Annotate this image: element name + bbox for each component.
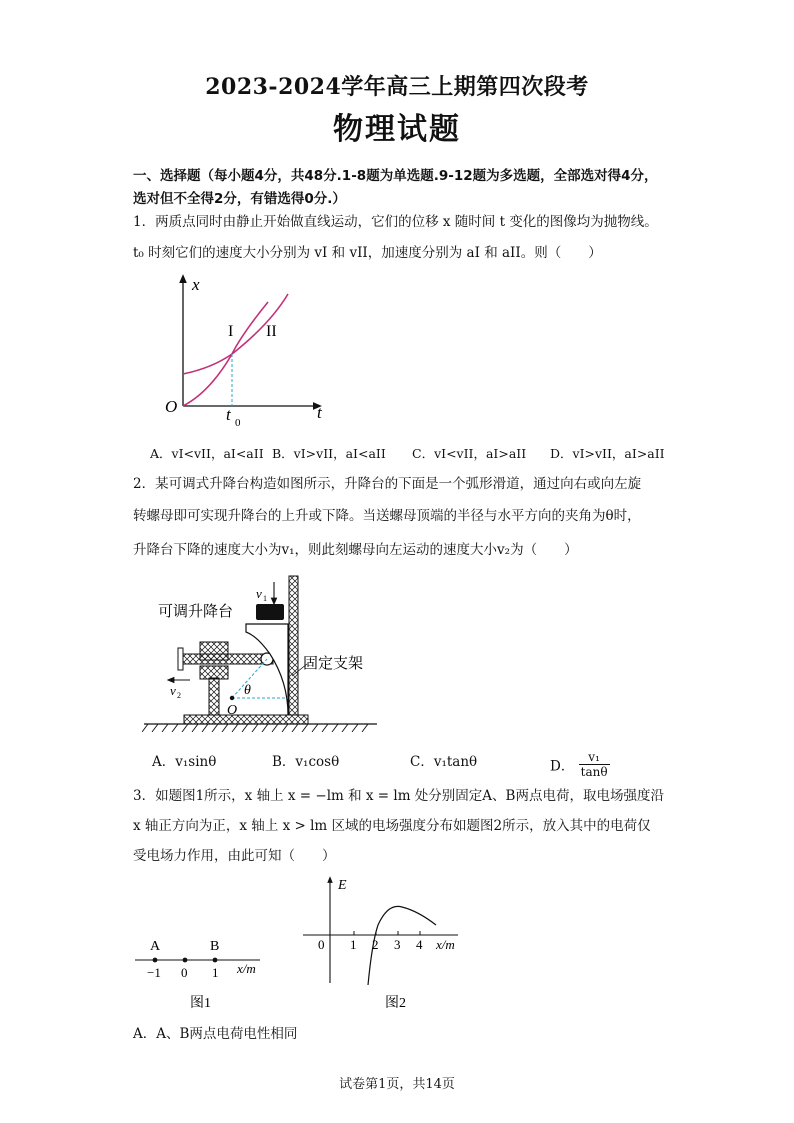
q2-option-d-denominator: tanθ xyxy=(580,765,608,779)
q1-option-a: A．vI<vII，aI<aII xyxy=(150,446,264,461)
q2-line-2: 转螺母即可实现升降台的上升或下降。当送螺母顶端的半径与水平方向的夹角为θ时， xyxy=(133,508,641,524)
q1-x-label: t xyxy=(317,403,322,422)
q3-fig1-axis-label: x/m xyxy=(237,961,256,976)
q1-option-b: B．vI>vII，aI<aII xyxy=(272,446,386,461)
q2-base-plate xyxy=(184,715,308,724)
q3-fig2-tick-1: 1 xyxy=(350,937,357,952)
q3-fig2-tick-3: 3 xyxy=(394,937,401,952)
q2-option-b: B．v₁cosθ xyxy=(272,754,340,770)
q2-v2-sub: 2 xyxy=(177,691,181,700)
q2-nut-post-cap xyxy=(200,666,228,679)
section-heading: 一、选择题（每小题4分，共48分.1-8题为单选题.9-12题为多选题，全部选对得4分，选对但不全得2分，有错选得0分.） xyxy=(133,168,658,207)
q3-figure-1 xyxy=(130,935,270,1015)
q2-frame-label: 固定支架 xyxy=(303,656,364,672)
q2-platform-block xyxy=(256,604,284,620)
q3-line-3: 受电场力作用，由此可知（ ） xyxy=(133,848,336,864)
q2-v2-label: v xyxy=(170,683,176,698)
exam-subtitle: 物理试题 xyxy=(333,112,461,147)
q3-fig2-tick-2: 2 xyxy=(372,937,379,952)
q1-option-c: C．vI<vII，aI>aII xyxy=(412,446,527,461)
q2-option-d xyxy=(550,750,610,779)
q3-fig2-tick-4: 4 xyxy=(416,937,423,952)
q1-curve-2 xyxy=(183,302,268,406)
page-footer: 试卷第1页，共14页 xyxy=(339,1077,455,1092)
q2-v1-label: v xyxy=(256,586,262,601)
q2-line-3: 升降台下降的速度大小为v₁，则此刻螺母向左运动的速度大小v₂为（ ） xyxy=(133,542,578,558)
q1-line-2: t₀ 时刻它们的速度大小分别为 vI 和 vII，加速度分别为 aI 和 aII。则（ ） xyxy=(133,245,602,261)
q2-ground-hatch xyxy=(142,724,368,732)
q3-line-2: x 轴正方向为正，x 轴上 x > lm 区域的电场强度分布如题图2所示，放入其中的电荷仅 xyxy=(133,818,651,834)
q3-fig2-tick-0: 0 xyxy=(318,937,325,952)
q2-line-1: 2．某可调式升降台构造如图所示，升降台的下面是一个弧形滑道，通过向右或向左旋 xyxy=(133,476,642,492)
q2-option-d-letter: D． xyxy=(550,758,575,775)
q2-option-d-fraction xyxy=(579,750,610,779)
q3-fig1-point-a xyxy=(153,958,158,963)
q2-v1-sub: 1 xyxy=(263,594,267,603)
q3-line-1: 3．如题图1所示，x 轴上 x = −lm 和 x = lm 处分别固定A、B两点电荷，取电场强度沿 xyxy=(133,788,664,804)
q2-origin-point xyxy=(230,696,234,700)
q1-y-label: x xyxy=(192,275,200,294)
q3-fig1-tick-0: 0 xyxy=(181,965,188,980)
q1-t-sub: 0 xyxy=(235,417,241,429)
q2-screw-head xyxy=(178,648,183,670)
q2-lift-diagram xyxy=(142,572,382,732)
q1-option-d: D．vI>vII，aI>aII xyxy=(550,446,665,461)
q2-fixed-frame xyxy=(289,576,298,715)
q3-fig1-label-b: B xyxy=(210,939,220,954)
q3-fig1-label-a: A xyxy=(150,939,161,954)
q3-fig1-point-o xyxy=(183,958,188,963)
q3-fig1-tick-neg1: −1 xyxy=(147,965,161,980)
q2-arc-slide xyxy=(246,624,288,715)
q3-option-a: A．A、B两点电荷电性相同 xyxy=(133,1026,298,1042)
q3-fig2-axis-label: x/m xyxy=(436,937,455,952)
q1-curve2-label: II xyxy=(266,323,277,340)
q2-option-a: A．v₁sinθ xyxy=(152,754,217,770)
q1-curve1-label: I xyxy=(228,323,234,340)
q2-theta-label: θ xyxy=(244,683,251,698)
q1-xt-graph xyxy=(160,272,340,432)
q1-line-1: 1．两质点同时由静止开始做直线运动，它们的位移 x 随时间 t 变化的图像均为抛物线。 xyxy=(133,214,658,230)
q2-origin-label: O xyxy=(227,703,238,718)
q3-fig1-caption: 图1 xyxy=(190,996,211,1011)
q1-origin-label: O xyxy=(165,397,178,416)
q2-option-c: C．v₁tanθ xyxy=(410,754,478,770)
q2-nut-post xyxy=(209,678,219,715)
q3-fig1-point-b xyxy=(213,958,218,963)
q2-screw-shaft xyxy=(183,654,273,664)
q1-t-label: t xyxy=(226,405,231,424)
q3-figure-2 xyxy=(298,873,468,1013)
q2-platform-label: 可调升降台 xyxy=(158,604,234,620)
q3-fig2-y-label: E xyxy=(338,878,347,893)
q3-fig2-caption: 图2 xyxy=(385,996,406,1011)
exam-title: 2023-2024学年高三上期第四次段考 xyxy=(205,74,589,100)
q3-fig1-tick-1: 1 xyxy=(212,965,219,980)
q2-option-d-numerator: v₁ xyxy=(579,750,610,765)
